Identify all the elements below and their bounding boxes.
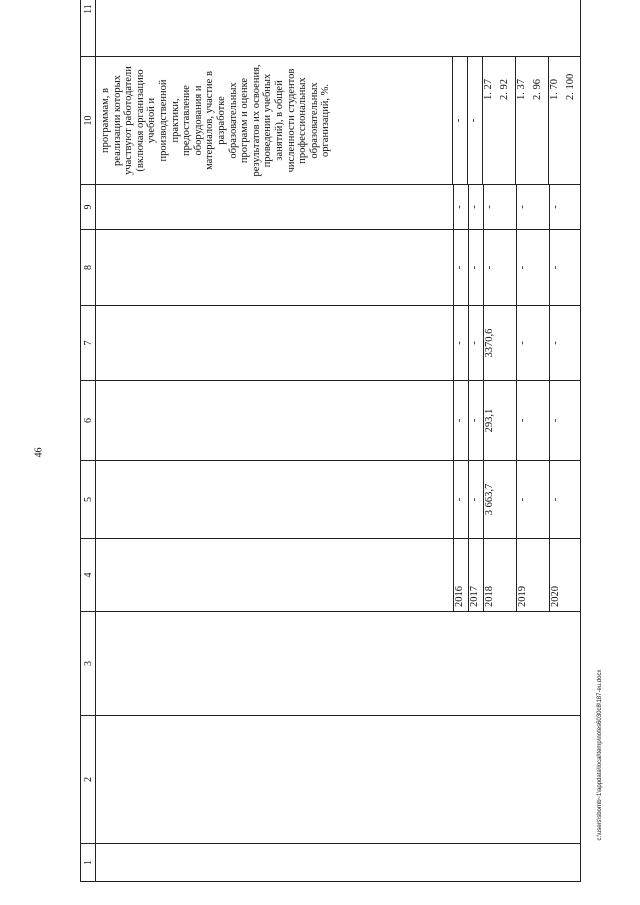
col-header: 8 bbox=[81, 230, 96, 306]
col11-cell bbox=[96, 0, 581, 57]
table-body-row bbox=[96, 0, 581, 882]
value-cell: - bbox=[454, 185, 469, 229]
value-cell: - bbox=[517, 341, 528, 345]
value-cell: - bbox=[550, 497, 561, 502]
indicator-value: - bbox=[468, 57, 483, 184]
indicator-value: 1. 37 bbox=[516, 79, 527, 100]
value-cell: - bbox=[454, 230, 469, 305]
value-cell: - bbox=[550, 205, 561, 209]
value-cell-spacer bbox=[500, 306, 517, 380]
value-cell: - bbox=[550, 418, 561, 423]
value-cell: - bbox=[550, 265, 561, 270]
value-cell: - bbox=[517, 497, 528, 502]
value-cell: - bbox=[469, 461, 484, 538]
footer-file-path: c:\users\sbornb~1\appdata\local\temp\notes6030c8\187-eu.docx bbox=[597, 669, 603, 841]
value-cell-spacer bbox=[500, 185, 517, 229]
value-cell: - bbox=[454, 461, 469, 538]
value-cell: - bbox=[469, 381, 484, 460]
indicator-value: - bbox=[453, 57, 468, 184]
year-cell: 2020 bbox=[550, 586, 561, 607]
value-cell-spacer bbox=[533, 306, 550, 380]
value-cell-spacer bbox=[500, 230, 517, 305]
col2-cell bbox=[96, 716, 581, 844]
value-cell: - bbox=[550, 341, 561, 345]
col1-cell bbox=[96, 844, 581, 882]
value-column-8 bbox=[96, 230, 581, 306]
year-cell: 2018 bbox=[484, 586, 495, 607]
indicator-value: 2. 96 bbox=[532, 57, 549, 184]
col-header: 4 bbox=[81, 539, 96, 612]
year-cell: 2019 bbox=[517, 586, 528, 607]
data-table bbox=[80, 0, 581, 882]
value-cell: 3370,6 bbox=[484, 328, 495, 358]
year-cell-spacer bbox=[500, 539, 517, 611]
indicator-value: 1. 27 bbox=[483, 79, 494, 100]
value-cell: 293,1 bbox=[484, 408, 495, 433]
value-cell: - bbox=[469, 230, 484, 305]
value-cell: 3 663,7 bbox=[484, 483, 495, 516]
value-cell-spacer bbox=[533, 185, 550, 229]
rotated-table-container bbox=[80, 4, 580, 882]
col-header: 7 bbox=[81, 306, 96, 381]
value-cell: - bbox=[454, 306, 469, 380]
value-cell-spacer bbox=[533, 461, 550, 538]
value-column-7 bbox=[96, 306, 581, 381]
value-cell-spacer bbox=[500, 461, 517, 538]
value-column-6 bbox=[96, 381, 581, 461]
page-number: 46 bbox=[33, 447, 45, 458]
col-header: 10 bbox=[81, 57, 96, 185]
col-header: 1 bbox=[81, 844, 96, 882]
year-cell: 2016 bbox=[454, 539, 469, 611]
value-cell-spacer bbox=[500, 381, 517, 460]
col-header: 6 bbox=[81, 381, 96, 461]
col-header: 5 bbox=[81, 461, 96, 539]
value-cell-spacer bbox=[533, 381, 550, 460]
value-cell: - bbox=[454, 381, 469, 460]
indicator-column bbox=[96, 57, 581, 185]
value-column-5 bbox=[96, 461, 581, 539]
value-cell: - bbox=[484, 265, 495, 270]
year-column bbox=[96, 539, 581, 612]
value-cell: - bbox=[469, 185, 484, 229]
col-header: 11 bbox=[81, 0, 96, 57]
year-cell-spacer bbox=[533, 539, 550, 611]
indicator-value: 2. 92 bbox=[499, 57, 516, 184]
indicator-value: 2. 100 bbox=[565, 73, 576, 100]
value-column-9 bbox=[96, 185, 581, 230]
col-header: 2 bbox=[81, 716, 96, 844]
value-cell-spacer bbox=[533, 230, 550, 305]
value-cell: - bbox=[517, 205, 528, 209]
value-cell: - bbox=[484, 205, 495, 209]
indicator-description: программам, в реализации которых участвуют работодатели (включая организацию учебной и производственной практики, предоставление оборудования и материалов, участие в разработке образовательных программ и оценке результатов их освоения, проведении учебных занятий), в общей численности студентов профессиональных образовательных организаций, %. bbox=[96, 57, 453, 184]
value-cell: - bbox=[517, 418, 528, 423]
col-header: 3 bbox=[81, 612, 96, 716]
col3-cell bbox=[96, 612, 581, 716]
value-cell: - bbox=[517, 265, 528, 270]
value-cell: - bbox=[469, 306, 484, 380]
col-header: 9 bbox=[81, 185, 96, 230]
indicator-value: 1. 70 bbox=[549, 79, 560, 100]
year-cell: 2017 bbox=[469, 539, 484, 611]
header-row bbox=[81, 0, 96, 882]
